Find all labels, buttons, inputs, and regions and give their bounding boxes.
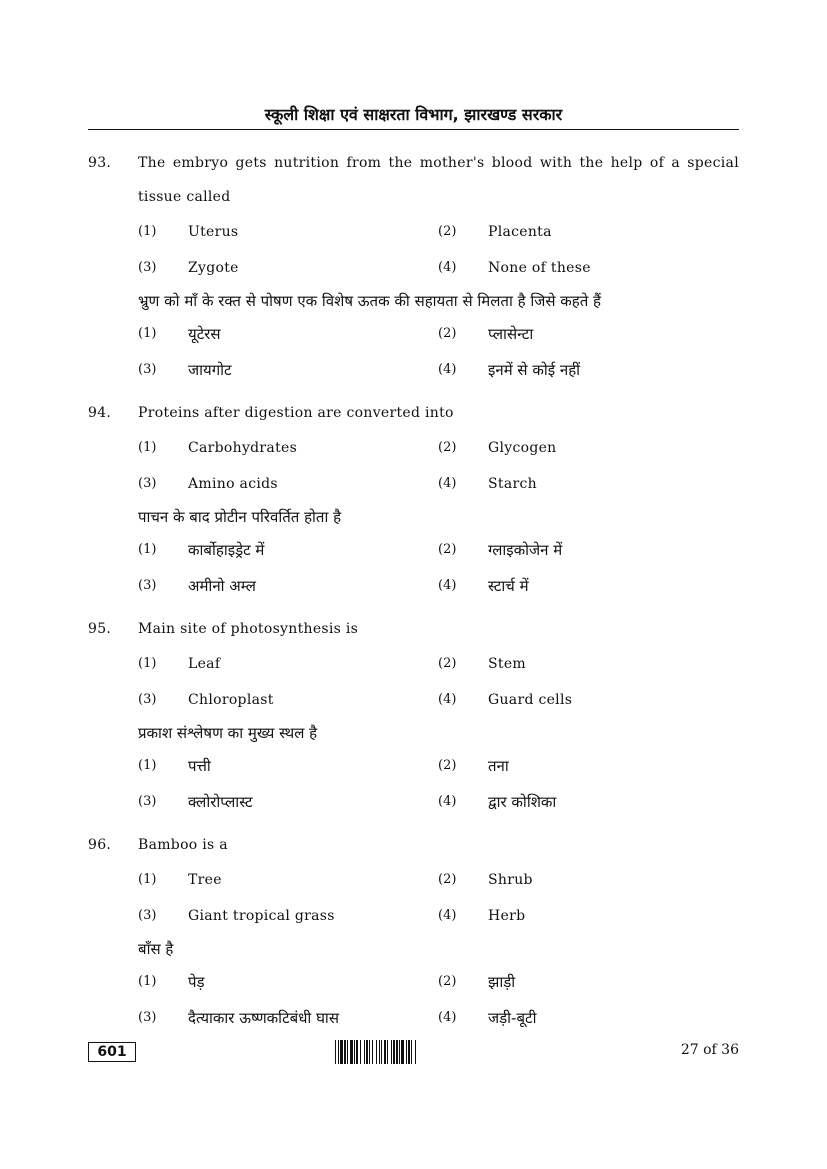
barcode-bar — [369, 1040, 370, 1064]
question-number: 93. — [88, 155, 112, 171]
options-hindi — [88, 316, 739, 388]
option-text: जड़ी-बूटी — [488, 1009, 537, 1027]
option-text: द्वार कोशिका — [488, 793, 557, 811]
option-text: Starch — [488, 476, 537, 492]
question-text-hindi: बाँस है — [138, 940, 174, 958]
option-text: Uterus — [188, 224, 239, 240]
option-text: Tree — [188, 872, 222, 888]
option-number: (3) — [138, 476, 157, 491]
barcode-bar — [396, 1040, 398, 1064]
option-number: (2) — [438, 974, 457, 989]
option-text: Leaf — [188, 656, 221, 672]
option-text: Amino acids — [188, 476, 278, 492]
option-number: (3) — [138, 908, 157, 923]
question-text-english: Bamboo is a — [138, 837, 228, 853]
option-number: (3) — [138, 692, 157, 707]
option-number: (3) — [138, 794, 157, 809]
question-text-english: Main site of photosynthesis is — [138, 621, 359, 637]
option-text: Carbohydrates — [188, 440, 298, 456]
option-text: प्लासेन्टा — [488, 325, 534, 343]
barcode-bar — [387, 1040, 388, 1064]
option-number: (4) — [438, 908, 457, 923]
question-text-english: The embryo gets nutrition from the mother's blood with the help of a special tissue called — [138, 155, 739, 205]
option-text: Guard cells — [488, 692, 573, 708]
options-hindi — [88, 748, 739, 820]
header-rule — [88, 129, 739, 130]
option-text: यूटेरस — [188, 325, 221, 343]
barcode-bar — [376, 1040, 377, 1064]
option-number: (3) — [138, 362, 157, 377]
barcode-bar — [335, 1040, 336, 1064]
options-hindi — [88, 532, 739, 604]
question-text-english: Proteins after digestion are converted into — [138, 405, 454, 421]
barcode-bar — [401, 1040, 404, 1064]
option-number: (1) — [138, 440, 157, 455]
option-number: (1) — [138, 656, 157, 671]
option-number: (2) — [438, 758, 457, 773]
barcode-bar — [381, 1040, 382, 1064]
barcode-bar — [379, 1040, 380, 1064]
question-4 — [88, 828, 739, 862]
barcode-bar — [406, 1040, 407, 1064]
option-number: (1) — [138, 326, 157, 341]
barcode-bar — [384, 1040, 386, 1064]
question-1 — [88, 146, 739, 214]
option-number: (4) — [438, 794, 457, 809]
option-text: तना — [488, 757, 509, 775]
barcode-bar — [391, 1040, 392, 1064]
option-text: Stem — [488, 656, 526, 672]
barcode-bar — [366, 1040, 368, 1064]
barcode-bar — [415, 1040, 416, 1064]
options-english — [88, 214, 739, 286]
question-gap — [88, 604, 739, 612]
option-number: (1) — [138, 872, 157, 887]
option-number: (3) — [138, 578, 157, 593]
option-number: (1) — [138, 758, 157, 773]
option-number: (2) — [438, 656, 457, 671]
option-text: Shrub — [488, 872, 533, 888]
option-text: None of these — [488, 260, 591, 276]
option-text: पेड़ — [188, 973, 205, 991]
option-number: (3) — [138, 260, 157, 275]
question-text-hindi: प्रकाश संश्लेषण का मुख्य स्थल है — [138, 724, 318, 742]
question-2 — [88, 396, 739, 430]
option-number: (2) — [438, 440, 457, 455]
options-english — [88, 430, 739, 502]
options-hindi — [88, 964, 739, 1036]
question-gap — [88, 388, 739, 396]
barcode-bar — [393, 1040, 395, 1064]
option-number: (2) — [438, 872, 457, 887]
option-number: (3) — [138, 1010, 157, 1025]
option-number: (1) — [138, 542, 157, 557]
option-text: दैत्याकार ऊष्णकटिबंधी घास — [188, 1009, 339, 1027]
option-text: पत्ती — [188, 757, 211, 775]
option-number: (4) — [438, 476, 457, 491]
option-number: (4) — [438, 362, 457, 377]
option-number: (4) — [438, 260, 457, 275]
barcode-bar — [411, 1040, 412, 1064]
options-english — [88, 862, 739, 934]
barcode-bar — [354, 1040, 355, 1064]
barcode-bar — [347, 1040, 348, 1064]
option-text: क्लोरोप्लास्ट — [188, 793, 253, 811]
option-number: (1) — [138, 224, 157, 239]
question-number: 95. — [88, 621, 112, 637]
question-text-hindi: पाचन के बाद प्रोटीन परिवर्तित होता है — [138, 508, 342, 526]
option-text: Zygote — [188, 260, 239, 276]
option-number: (1) — [138, 974, 157, 989]
question-text-hindi: भ्रुण को माँ के रक्त से पोषण एक विशेष ऊतक की सहायता से मिलता है जिसे कहते हैं — [138, 292, 602, 310]
options-english — [88, 646, 739, 718]
barcode-bar — [356, 1040, 358, 1064]
barcode-bar — [372, 1040, 373, 1064]
question-number: 94. — [88, 405, 112, 421]
option-text: कार्बोहाइड्रेट में — [188, 541, 265, 559]
option-text: ग्लाइकोजेन में — [488, 541, 563, 559]
option-text: Herb — [488, 908, 526, 924]
option-text: अमीनो अम्ल — [188, 577, 256, 595]
barcode-bar — [399, 1040, 400, 1064]
option-number: (4) — [438, 1010, 457, 1025]
option-text: स्टार्च में — [488, 577, 529, 595]
option-text: Glycogen — [488, 440, 557, 456]
option-text: जायगोट — [188, 361, 232, 379]
barcode-bar — [364, 1040, 365, 1064]
barcode-bar — [340, 1040, 343, 1064]
option-number: (4) — [438, 692, 457, 707]
barcode — [335, 1040, 469, 1064]
barcode-bar — [408, 1040, 410, 1064]
option-number: (2) — [438, 542, 457, 557]
option-number: (2) — [438, 326, 457, 341]
question-3 — [88, 612, 739, 646]
option-text: Giant tropical grass — [188, 908, 335, 924]
barcode-bar — [338, 1040, 339, 1064]
option-text: Placenta — [488, 224, 552, 240]
question-list — [88, 146, 739, 1036]
barcode-bar — [350, 1040, 353, 1064]
option-text: झाड़ी — [488, 973, 516, 991]
option-text: Chloroplast — [188, 692, 274, 708]
option-number: (2) — [438, 224, 457, 239]
barcode-bar — [360, 1040, 361, 1064]
question-gap — [88, 820, 739, 828]
page-number: 27 of 36 — [680, 1042, 739, 1058]
option-number: (4) — [438, 578, 457, 593]
barcode-bar — [344, 1040, 346, 1064]
page-header: स्कूली शिक्षा एवं साक्षरता विभाग, झारखण्ड सरकार — [264, 105, 563, 124]
paper-code: 601 — [88, 1042, 136, 1062]
question-number: 96. — [88, 837, 112, 853]
option-text: इनमें से कोई नहीं — [488, 361, 581, 379]
